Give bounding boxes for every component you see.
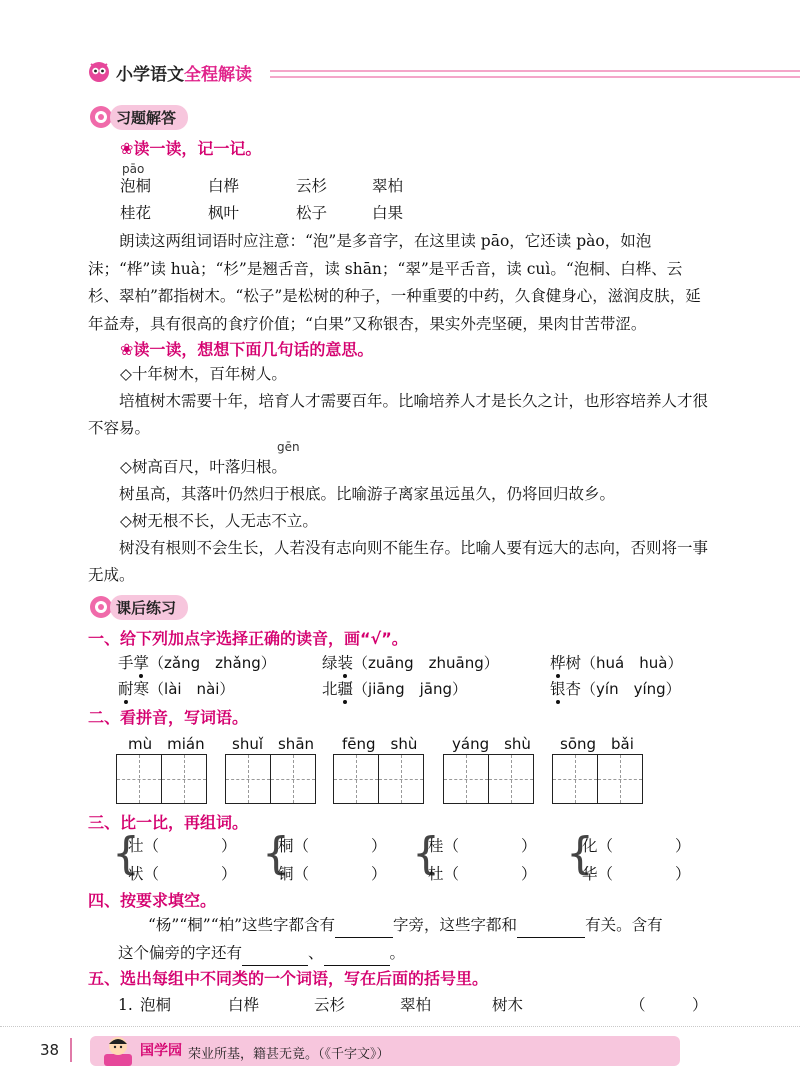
answer-blank[interactable] — [242, 947, 308, 966]
section-badge-answers: 习题解答 — [88, 104, 188, 130]
writing-grid[interactable] — [552, 754, 643, 804]
compare-word[interactable]: 桐（ ） — [278, 837, 387, 855]
brace-icon: { — [262, 828, 290, 879]
group-word: 云杉 — [314, 996, 346, 1014]
answer-blank[interactable] — [335, 919, 393, 938]
exercise-2-heading: 二、看拼音，写词语。 — [88, 708, 249, 727]
pronunciation-item[interactable]: 耐寒（lài nài） — [118, 680, 235, 698]
exercise-4-heading: 四、按要求填空。 — [88, 891, 217, 910]
pronunciation-item[interactable]: 北疆（jiāng jāng） — [322, 680, 467, 698]
compare-word[interactable]: 化（ ） — [582, 837, 691, 855]
exercise-3-heading: 三、比一比，再组词。 — [88, 813, 249, 832]
writing-grid[interactable] — [443, 754, 534, 804]
brace-icon: { — [112, 828, 140, 879]
writing-grid[interactable] — [225, 754, 316, 804]
pinyin-prompt: sōng bǎi — [560, 735, 634, 753]
pinyin-prompt: mù mián — [128, 735, 205, 753]
pinyin-prompt: shuǐ shān — [232, 735, 315, 753]
pinyin-annotation: pāo — [122, 162, 145, 176]
q1-heading: ❀读一读，记一记。 — [120, 139, 262, 158]
header-title: 小学语文全程解读 — [116, 65, 252, 85]
group-word: 翠柏 — [400, 996, 432, 1014]
exercise-1-heading: 一、给下列加点字选择正确的读音，画“√”。 — [88, 629, 408, 648]
answer-blank[interactable] — [324, 947, 390, 966]
footer-separator — [70, 1038, 72, 1062]
pronunciation-item[interactable]: 手掌（zǎng zhǎng） — [118, 654, 276, 672]
group-word: 树木 — [492, 996, 524, 1014]
compare-word[interactable]: 桂（ ） — [428, 837, 537, 855]
header-rule — [270, 70, 800, 72]
group-word: 泡桐 — [140, 996, 172, 1014]
compare-word[interactable]: 华（ ） — [582, 865, 691, 883]
group-number: 1. — [118, 996, 133, 1014]
group-word: 白桦 — [228, 996, 260, 1014]
answer-paren[interactable]: （ ） — [630, 996, 708, 1014]
idiom-1: ◇十年树木，百年树人。 — [120, 365, 287, 383]
pinyin-prompt: fēng shù — [342, 735, 418, 753]
compare-word[interactable]: 状（ ） — [128, 865, 237, 883]
brace-icon: { — [566, 828, 594, 879]
idiom-1-explanation: 培植树木需要十年，培育人才需要百年。比喻培养人才是长久之计，也形容培养人才很不容易。 — [88, 392, 709, 437]
word-row-2: 桂花 枫叶 松子 白果 — [120, 204, 404, 222]
footer-badge: 国学园 — [140, 1043, 182, 1059]
idiom-2-explanation: 树虽高，其落叶仍然归于根底。比喻游子离家虽远虽久，仍将回归故乡。 — [119, 485, 616, 503]
pronunciation-item[interactable]: 绿装（zuāng zhuāng） — [322, 654, 499, 672]
writing-grid[interactable] — [116, 754, 207, 804]
q1-explanation: 朗读这两组词语时应注意：“泡”是多音字，在这里读 pāo，它还读 pào，如泡沫；“桦”读 huà；“杉”是翘舌音，读 shān；“翠”是平舌音，读 cuì。“泡桐、白桦、云杉、翠柏”都指树木。“松子”是松树的种子，一种重要的中药，久食健身心，滋润皮肤，延年益寿，具有很高的食疗价值；“白果”又称银杏，果实外壳坚硬，果肉甘苦带涩。 — [88, 232, 701, 333]
footer-quote: 荣业所基，籍甚无竟。（《千字文》） — [188, 1047, 390, 1062]
compare-word[interactable]: 铜（ ） — [278, 865, 387, 883]
idiom-3-explanation: 树没有根则不会生长，人若没有志向则不能生存。比喻人要有远大的志向，否则将一事无成。 — [88, 539, 709, 584]
pinyin-prompt: yáng shù — [452, 735, 531, 753]
q2-heading: ❀读一读，想想下面几句话的意思。 — [120, 340, 374, 359]
section-badge-exercises: 课后练习 — [88, 594, 188, 620]
pronunciation-item[interactable]: 桦树（huá huà） — [550, 654, 683, 672]
idiom-3: ◇树无根不长，人无志不立。 — [120, 512, 318, 530]
writing-grid[interactable] — [333, 754, 424, 804]
brace-icon: { — [412, 828, 440, 879]
compare-word[interactable]: 杜（ ） — [428, 865, 537, 883]
pronunciation-item[interactable]: 银杏（yín yíng） — [550, 680, 681, 698]
compare-word[interactable]: 壮（ ） — [128, 837, 237, 855]
idiom-2: ◇树高百尺，叶落归根。 — [120, 458, 287, 476]
page-number: 38 — [40, 1041, 60, 1059]
header-rule — [270, 76, 800, 78]
fill-blank-line-1: “杨”“桐”“柏”这些字都含有 字旁，这些字都和 有关。含有 — [148, 912, 663, 938]
word-row-1: 泡桐 白桦 云杉 翠柏 — [120, 177, 404, 195]
owl-logo-icon — [86, 58, 112, 84]
footer-divider — [0, 1026, 800, 1027]
pinyin-annotation: gēn — [277, 440, 300, 454]
answer-blank[interactable] — [517, 919, 585, 938]
fill-blank-line-2: 这个偏旁的字还有 、 。 — [118, 940, 405, 966]
exercise-5-heading: 五、选出每组中不同类的一个词语，写在后面的括号里。 — [88, 969, 489, 988]
mascot-icon — [100, 1034, 136, 1068]
